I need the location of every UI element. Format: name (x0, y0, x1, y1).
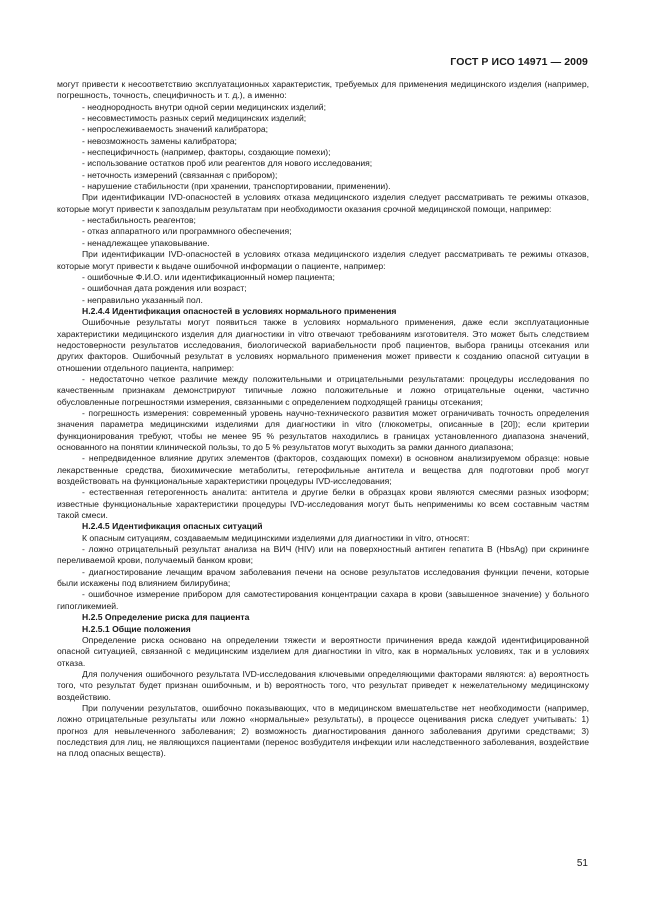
section-heading: Н.2.5.1 Общие положения (82, 623, 191, 634)
paragraph: Для получения ошибочного результата IVD-исследования ключевыми определяющими факторами являются: а) вероятность того, что результат будет признан ошибочным, и b) вероятность того, что результат приведет к нежелательному медицинскому воздействию. (57, 668, 589, 702)
section-heading: Н.2.5 Определение риска для пациента (82, 612, 250, 623)
paragraph: - ошибочное измерение прибором для самотестирования концентрации сахара в крови (завышенное значение) у больного гипогликемией. (57, 589, 589, 611)
paragraph: - естественная гетерогенность аналита: антитела и другие белки в образцах крови являются смесями разных изоформ; известные функциональные характеристики процедуры IVD-исследования могут быть неприменимы ко всем составным частям такой смеси. (57, 487, 589, 521)
paragraph: могут привести к несоответствию эксплуатационных характеристик, требуемых для применения медицинского изделия (например, погрешность, точность, специфичность и т. д.), а именно: (57, 79, 589, 101)
paragraph: - ненадлежащее упаковывание. (82, 237, 210, 248)
section-heading: Н.2.4.5 Идентификация опасных ситуаций (82, 521, 263, 532)
paragraph: Определение риска основано на определении тяжести и вероятности причинения вреда каждой идентифицированной опасной ситуацией, связанной с медицинским изделием для диагностики in vitro, как в нормальных условиях, так и в условиях отказа. (57, 634, 589, 668)
paragraph: При идентификации IVD-опасностей в условиях отказа медицинского изделия следует рассматривать те режимы отказов, которые могут привести к выдаче ошибочной информации о пациенте, например: (57, 249, 589, 271)
paragraph: - нарушение стабильности (при хранении, транспортировании, применении). (82, 181, 391, 192)
paragraph: - использование остатков проб или реагентов для нового исследования; (82, 158, 373, 169)
paragraph: - неспецифичность (например, факторы, создающие помехи); (82, 147, 331, 158)
paragraph: - отказ аппаратного или программного обеспечения; (82, 226, 292, 237)
paragraph: - ложно отрицательный результат анализа на ВИЧ (HIV) или на поверхностный антиген гепатита В (HbsAg) при скрининге переливаемой крови, получаемый банком крови; (57, 544, 589, 566)
page-number: 51 (576, 858, 588, 869)
paragraph: При получении результатов, ошибочно показывающих, что в медицинском вмешательстве нет необходимости (например, ложно отрицательные результаты или ложно «нормальные» результаты), в процессе оценивания риска следует учитывать: 1) прогноз для невылеченного заболевания; 2) возможность диагностирования данного заболевания другими средствами; 3) последствия для лиц, не являющихся пациентами (перенос возбудителя инфекции или наследственного заболевания, воздействие на плод опасных веществ). (57, 702, 589, 759)
paragraph: - ошибочная дата рождения или возраст; (82, 283, 247, 294)
paragraph: - несовместимость разных серий медицинских изделий; (82, 113, 307, 124)
paragraph: - невозможность замены калибратора; (82, 135, 237, 146)
paragraph: - недостаточно четкое различие между положительными и отрицательными результатами: процедуры исследования по качественным признакам демонстрируют типичные ложно положительные и ложно отрицательные оценки, частично обусловленные погрешностями измерения, связанными с определением подходящей границы отсекания; (57, 373, 589, 407)
paragraph: - неточность измерений (связанная с прибором); (82, 169, 278, 180)
paragraph: - диагностирование лечащим врачом заболевания печени на основе результатов исследования функции печени, которые были искажены под влиянием билирубина; (57, 566, 589, 589)
paragraph: - непредвиденное влияние других элементов (факторов, создающих помехи) в основном анализируемом образце: новые лекарственные средства, биохимические метаболиты, гетерофильные антитела и вещества для подготовки проб могут воздействовать на функциональные характеристики процедуры IVD-исследования; (57, 453, 589, 487)
document-body (57, 79, 589, 760)
standard-header: ГОСТ Р ИСО 14971 — 2009 (450, 56, 588, 68)
paragraph: При идентификации IVD-опасностей в условиях отказа медицинского изделия следует рассматривать те режимы отказов, которые могут привести к запоздалым результатам при необходимости оказания срочной медицинской помощи, например: (57, 192, 589, 214)
paragraph: - погрешность измерения: современный уровень научно-технического развития может ограничивать точность определения значения параметра медицинскими изделиями для диагностики in vitro (глюкометры, описанные в [20]); если критерии функционирования требуют, чтобы не менее 95 % результатов находились в границах установленного диапазона значений, основанного на понятии клинической пользы, то до 5 % результатов могут выходить за рамки данного диапазона; (57, 407, 589, 452)
paragraph: - нестабильность реагентов; (82, 215, 196, 226)
paragraph: - неоднородность внутри одной серии медицинских изделий; (82, 101, 326, 112)
paragraph: - непрослеживаемость значений калибратора; (82, 124, 269, 135)
paragraph: - неправильно указанный пол. (82, 294, 203, 305)
section-heading: Н.2.4.4 Идентификация опасностей в условиях нормального применения (82, 305, 397, 316)
paragraph: К опасным ситуациям, создаваемым медицинскими изделиями для диагностики in vitro, относят: (82, 532, 470, 543)
paragraph: - ошибочные Ф.И.О. или идентификационный номер пациента; (82, 271, 335, 282)
paragraph: Ошибочные результаты могут появиться также в условиях нормального применения, даже если эксплуатационные характеристики медицинского изделия для диагностики in vitro отвечают требованиям изготовителя. Это может быть следствием недостоверности результатов исследования, биологической вариабельности проб пациентов, выбора границы отсекания или других факторов. Ошибочный результат в условиях нормального применения может привести к созданию опасной ситуации в отношении отдельного пациента, например: (57, 317, 589, 373)
